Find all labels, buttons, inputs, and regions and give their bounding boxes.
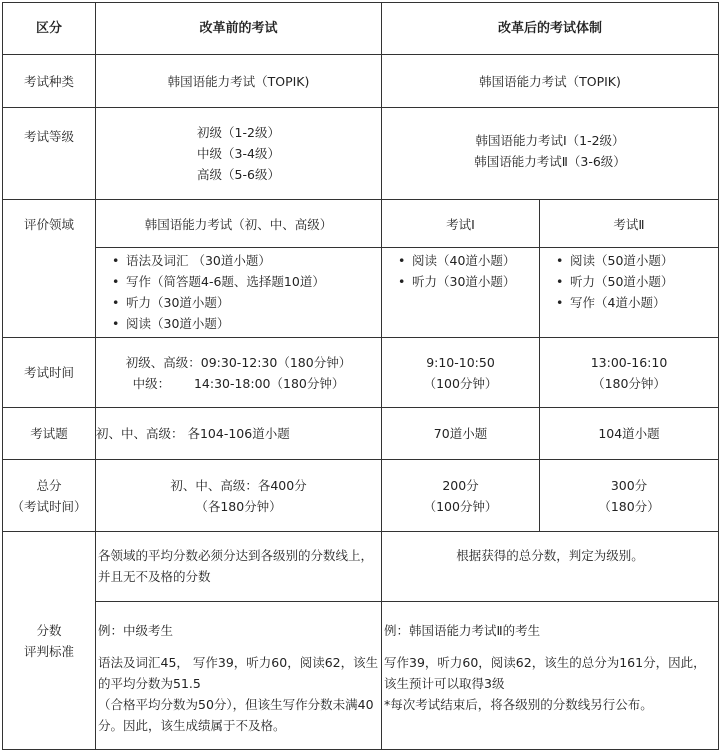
area-test2-list <box>540 250 718 313</box>
area-before-list <box>96 250 381 334</box>
score-test1 <box>382 460 540 532</box>
exam-type-before: 韩国语能力考试（TOPIK) <box>96 55 382 108</box>
before-example-line2: （合格平均分数为50分），但该生写作分数未满40分。因此，该生成绩属于不及格。 <box>98 697 374 733</box>
criteria-before-rule: 各领域的平均分数必须分达到各级别的分数线上，并且无不及格的分数 <box>96 532 382 602</box>
row-exam-time <box>3 338 719 408</box>
after-example-line1: 写作39，听力60，阅读62，该生的总分为161分，因此，该生预计可以取得3级 <box>384 655 706 691</box>
list-item: • 阅读（50道小题） <box>570 250 718 271</box>
area-test2-title: 考试Ⅱ <box>540 200 719 248</box>
spacer <box>384 641 716 652</box>
label-questions: 考试题 <box>3 408 96 460</box>
list-item: • 听力（30道小题） <box>126 292 381 313</box>
questions-test2: 104道小题 <box>540 408 719 460</box>
criteria-after-example <box>382 602 719 750</box>
level-intermediate: 中级（3-4级） <box>197 146 280 161</box>
header-category: 区分 <box>3 3 96 55</box>
area-before-items <box>96 248 382 338</box>
time-test1-range: 9:10-10:50 <box>426 354 495 370</box>
row-criteria-example <box>3 602 719 750</box>
list-item: • 写作（简答题4-6题、选择题10道） <box>126 271 381 292</box>
before-example-title: 例：中级考生 <box>98 623 174 638</box>
row-evaluation-area-titles <box>3 200 719 248</box>
row-evaluation-area-items <box>3 248 719 338</box>
header-after-reform: 改革后的考试体制 <box>382 3 719 55</box>
label-criteria-line2: 评判标准 <box>23 643 74 659</box>
criteria-after-rule: 根据获得的总分数，判定为级别。 <box>382 532 719 602</box>
row-exam-level <box>3 108 719 200</box>
row-questions <box>3 408 719 460</box>
level-topik-2: 韩国语能力考试Ⅱ（3-6级） <box>474 154 626 169</box>
label-total-score-line1: 总分 <box>36 477 62 493</box>
exam-level-before <box>96 108 382 200</box>
time-beginner-advanced: 初级、高级：09:30-12:30（180分钟） <box>125 354 352 370</box>
label-total-score <box>3 460 96 532</box>
header-row <box>3 3 719 55</box>
exam-level-after <box>382 108 719 200</box>
label-exam-time: 考试时间 <box>3 338 96 408</box>
list-item: • 听力（50道小题） <box>570 271 718 292</box>
area-before-title: 韩国语能力考试（初、中、高级） <box>96 200 382 248</box>
list-item: • 听力（30道小题） <box>412 271 539 292</box>
area-test1-list <box>382 250 539 292</box>
score-test2-duration: （180分） <box>598 498 660 514</box>
exam-time-test2 <box>540 338 719 408</box>
criteria-before-example <box>96 602 382 750</box>
time-intermediate: 中级： 14:30-18:00（180分钟） <box>132 375 345 391</box>
score-before <box>96 460 382 532</box>
score-before-points: 初、中、高级：各400分 <box>170 477 307 493</box>
label-exam-level: 考试等级 <box>3 108 96 200</box>
label-total-score-line2: （考试时间） <box>11 498 87 514</box>
level-advanced: 高级（5-6级） <box>197 167 280 182</box>
comparison-table <box>2 2 719 750</box>
exam-time-test1 <box>382 338 540 408</box>
before-example-line1: 语法及词汇45， 写作39，听力60，阅读62，该生的平均分数为51.5 <box>98 655 379 691</box>
label-criteria-line1: 分数 <box>36 622 62 638</box>
questions-test1: 70道小题 <box>382 408 540 460</box>
header-before-reform: 改革前的考试 <box>96 3 382 55</box>
score-test1-points: 200分 <box>442 477 479 493</box>
score-test2-points: 300分 <box>610 477 648 493</box>
score-before-duration: （各180分钟） <box>195 498 282 514</box>
row-criteria-rule <box>3 532 719 602</box>
time-test1-duration: （100分钟） <box>423 375 498 391</box>
questions-before: 初、中、高级： 各104-106道小题 <box>96 408 382 460</box>
area-test2-items <box>540 248 719 338</box>
list-item: • 语法及词汇 （30道小题） <box>126 250 381 271</box>
after-example-note: *每次考试结束后，将各级别的分数线另行公布。 <box>384 697 653 712</box>
label-exam-type: 考试种类 <box>3 55 96 108</box>
score-test2 <box>540 460 719 532</box>
row-total-score <box>3 460 719 532</box>
spacer <box>98 641 379 652</box>
label-evaluation-area: 评价领域 <box>3 200 96 338</box>
exam-time-before <box>96 338 382 408</box>
level-topik-1: 韩国语能力考试Ⅰ（1-2级） <box>475 133 625 148</box>
list-item: • 写作（4道小题） <box>570 292 718 313</box>
score-test1-duration: （100分钟） <box>423 498 498 514</box>
area-test1-items <box>382 248 540 338</box>
time-test2-range: 13:00-16:10 <box>590 354 668 370</box>
label-criteria <box>3 532 96 750</box>
level-beginner: 初级（1-2级） <box>197 125 280 140</box>
exam-type-after: 韩国语能力考试（TOPIK) <box>382 55 719 108</box>
time-test2-duration: （180分钟） <box>592 375 666 391</box>
list-item: • 阅读（30道小题） <box>126 313 381 334</box>
list-item: • 阅读（40道小题） <box>412 250 539 271</box>
row-exam-type <box>3 55 719 108</box>
after-example-title: 例：韩国语能力考试Ⅱ的考生 <box>384 623 541 638</box>
area-test1-title: 考试Ⅰ <box>382 200 540 248</box>
